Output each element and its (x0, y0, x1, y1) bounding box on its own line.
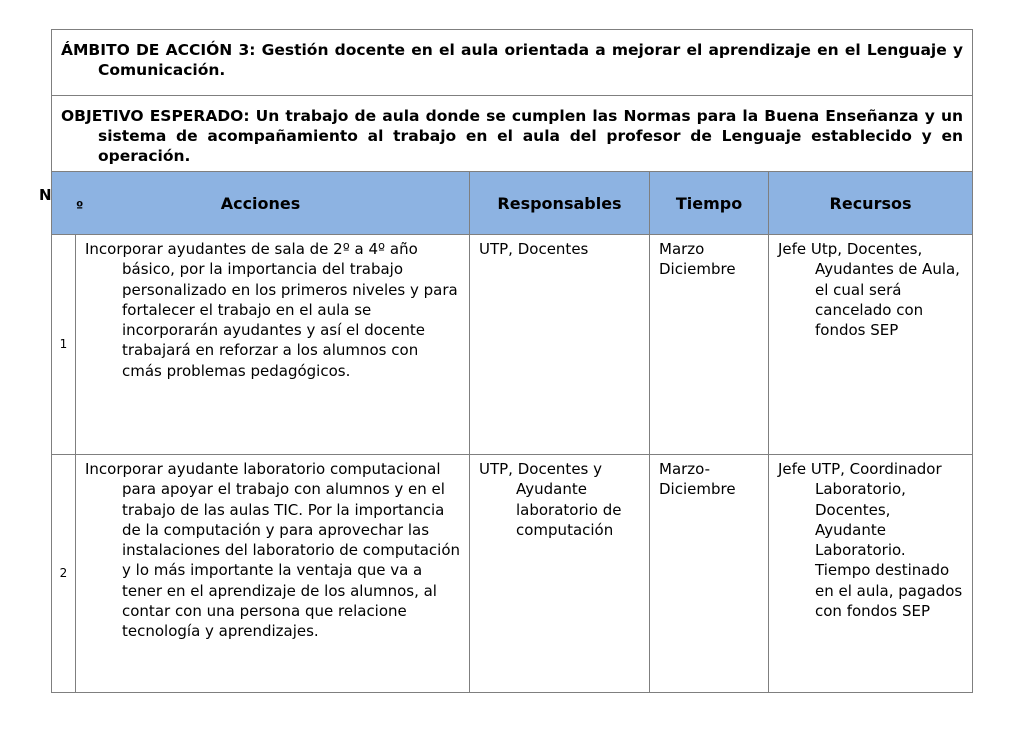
header-n: N (39, 186, 52, 204)
header-responsables: Responsables (470, 172, 650, 235)
header-acciones-label: Acciones (220, 193, 301, 213)
row-tiempo-end: Diciembre (659, 260, 736, 279)
row-recursos: Jefe Utp, Docentes, Ayudantes de Aula, el cual será cancelado con fondos SEP (778, 240, 960, 340)
row-number: 1 (52, 235, 76, 455)
ambito-text: ÁMBITO DE ACCIÓN 3: Gestión docente en el aula orientada a mejorar el aprendizaje en el Lenguaje y Comunicación. (61, 41, 964, 79)
header-row (52, 172, 973, 235)
ambito-row (52, 30, 973, 96)
row-recursos: Jefe UTP, Coordinador Laboratorio, Docentes, Ayudante Laboratorio. Tiempo destinado en el aula, pagados con fondos SEP (778, 460, 963, 621)
row-number: 2 (52, 455, 76, 693)
header-tiempo: Tiempo (650, 172, 769, 235)
row-responsables: UTP, Docentes y Ayudante laboratorio de computación (479, 460, 622, 539)
row-responsables: UTP, Docentes (479, 240, 589, 258)
table-row (52, 235, 973, 455)
objetivo-text: OBJETIVO ESPERADO: Un trabajo de aula donde se cumplen las Normas para la Buena Enseñanza y un sistema de acompañamiento al trabajo en el aula del profesor de Lenguaje establecido y en operación. (61, 107, 964, 165)
objetivo-row (52, 96, 973, 172)
plan-table (39, 29, 973, 693)
row-tiempo-start: Marzo- (659, 460, 711, 478)
header-recursos: Recursos (769, 172, 973, 235)
header-o: º (76, 200, 84, 215)
header-acciones (39, 172, 470, 235)
row-accion: Incorporar ayudante laboratorio computacional para apoyar el trabajo con alumnos y en el trabajo de las aulas TIC. Por la importancia de la computación y para aprovechar las instalaciones del laboratorio de computación y lo más importante la ventaja que va a tener en el aprendizaje de los alumnos, al contar con una persona que relacione tecnología y aprendizajes. (85, 460, 461, 641)
row-accion: Incorporar ayudantes de sala de 2º a 4º año básico, por la importancia del trabajo personalizado en los primeros niveles y para fortalecer el trabajo en el aula se incorporarán ayudantes y así el docente trabajará en reforzar a los alumnos con cmás problemas pedagógicos. (85, 240, 458, 380)
table-row (52, 455, 973, 693)
row-tiempo-start: Marzo (659, 240, 705, 258)
row-tiempo-end: Diciembre (659, 480, 736, 499)
